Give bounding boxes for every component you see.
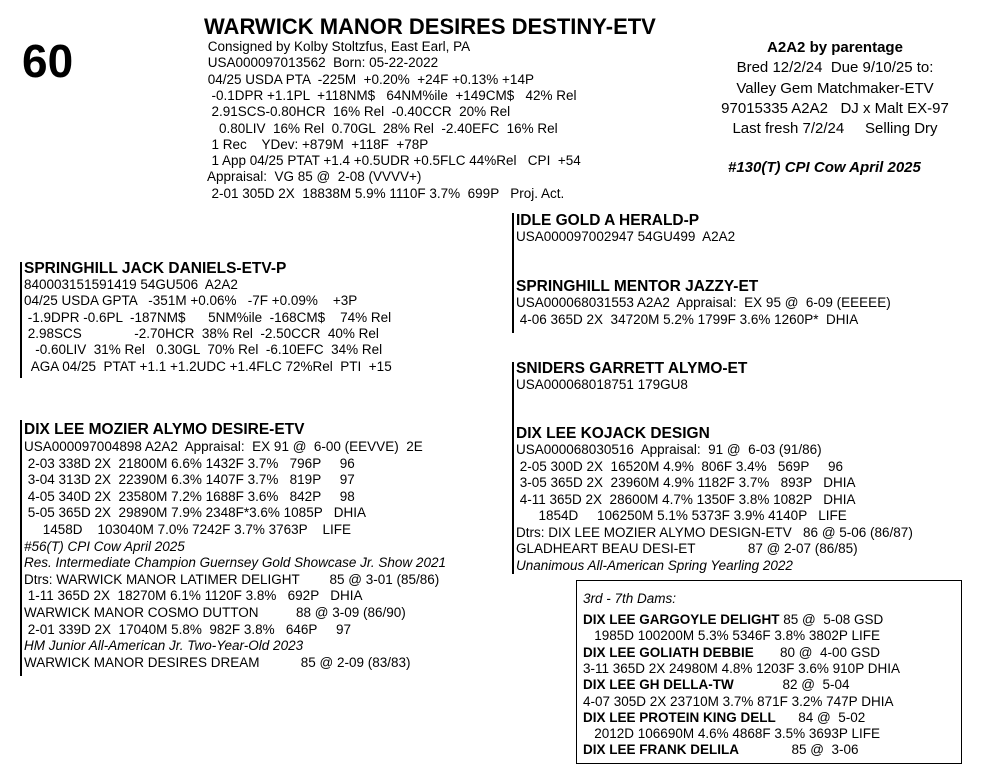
sire-dam-detail-line: 4-06 365D 2X 34720M 5.2% 1799F 3.6% 1260P* DHIA	[516, 311, 859, 327]
dam-detail-line: Dtrs: WARWICK MANOR LATIMER DELIGHT 85 @ 3-01 (85/86)	[24, 571, 440, 587]
animal-detail-line: 2-01 305D 2X 18838M 5.9% 1110F 3.7% 699P Proj. Act.	[204, 185, 565, 201]
dam-dam-detail-line: 4-11 365D 2X 28600M 4.7% 1350F 3.8% 1082P DHIA	[516, 491, 856, 507]
dam-detail-line: 2-01 339D 2X 17040M 5.8% 982F 3.8% 646P 97	[24, 621, 351, 637]
dam-detail-line: 3-04 313D 2X 22390M 6.3% 1407F 3.7% 819P 97	[24, 472, 355, 488]
dam-detail-line: Res. Intermediate Champion Guernsey Gold Showcase Jr. Show 2021	[24, 555, 446, 571]
dam-detail-line: 4-05 340D 2X 23580M 7.2% 1688F 3.6% 842P 98	[24, 488, 355, 504]
ancestor-name: DIX LEE GH DELLA-TW	[583, 677, 734, 693]
dam-dam-detail-line: 2-05 300D 2X 16520M 4.9% 806F 3.4% 569P 96	[516, 458, 843, 474]
animal-detail-line: 04/25 USDA PTA -225M +0.20% +24F +0.13% +14P	[204, 71, 534, 87]
breeding-line: Last fresh 7/2/24 Selling Dry	[732, 120, 938, 138]
ancestor-record: 2012D 106690M 4.6% 4868F 3.5% 3693P LIFE	[583, 726, 880, 742]
ancestor-record: 4-07 305D 2X 23710M 3.7% 871F 3.2% 747P DHIA	[583, 693, 894, 709]
lot-number: 60	[22, 35, 74, 87]
sire-detail-line: 04/25 USDA GPTA -351M +0.06% -7F +0.09% +3P	[24, 293, 358, 309]
ancestor-name: DIX LEE GOLIATH DEBBIE	[583, 644, 754, 660]
dam-dam-detail-line: 3-05 365D 2X 23960M 4.9% 1182F 3.7% 893P DHIA	[516, 475, 856, 490]
ancestor-name: DIX LEE FRANK DELILA	[583, 742, 740, 758]
ancestor-score: 82 @ 5-04	[733, 677, 850, 693]
dam-dam-detail-line: 1854D 106250M 5.1% 5373F 3.9% 4140P LIFE	[516, 508, 847, 523]
dam-dam-detail-line: GLADHEART BEAU DESI-ET 87 @ 2-07 (86/85)	[516, 541, 858, 556]
sire-parents-bracket-line	[512, 213, 514, 333]
ancestor-entry	[583, 645, 880, 661]
ancestor-entry	[583, 710, 865, 726]
dam-detail-line: HM Junior All-American Jr. Two-Year-Old 2023	[24, 638, 304, 654]
ancestor-record: 1985D 100200M 5.3% 5346F 3.8% 3802P LIFE	[583, 628, 880, 644]
animal-detail-line: USA000097013562 Born: 05-22-2022	[204, 55, 439, 71]
sire-detail-line: -1.9DPR -0.6PL -187NM$ 5NM%ile -168CM$ 74% Rel	[24, 309, 392, 325]
dam-detail-line: 2-03 338D 2X 21800M 6.6% 1432F 3.7% 796P 96	[24, 455, 355, 471]
sire-name: SPRINGHILL JACK DANIELS-ETV-P	[24, 260, 287, 277]
animal-name: WARWICK MANOR DESIRES DESTINY-ETV	[204, 14, 656, 39]
ancestor-score: 80 @ 4-00 GSD	[753, 644, 881, 660]
breeding-line: Bred 12/2/24 Due 9/10/25 to:	[736, 59, 934, 77]
dam-detail-line: 5-05 365D 2X 29890M 7.9% 2348F*3.6% 1085P DHIA	[24, 505, 366, 521]
dam-detail-line: 1-11 365D 2X 18270M 6.1% 1120F 3.8% 692P DHIA	[24, 588, 363, 604]
dam-detail-line: #56(T) CPI Cow April 2025	[24, 538, 185, 554]
breeding-line: A2A2 by parentage	[767, 39, 903, 56]
sire-detail-line: AGA 04/25 PTAT +1.1 +1.2UDC +1.4FLC 72%Rel PTI +15	[24, 358, 392, 374]
sire-sire-detail-line: USA000097002947 54GU499 A2A2	[516, 229, 736, 244]
animal-detail-line: 1 Rec YDev: +879M +118F +78P	[204, 136, 429, 152]
ancestor-record: 3-11 365D 2X 24980M 4.8% 1203F 3.6% 910P DHIA	[583, 660, 900, 676]
breeding-line: Valley Gem Matchmaker-ETV	[736, 79, 934, 97]
dam-detail-line: USA000097004898 A2A2 Appraisal: EX 91 @ 6-00 (EEVVE) 2E	[24, 439, 423, 454]
ancestor-score: 85 @ 3-06	[739, 742, 859, 758]
dam-dam-detail-line: Dtrs: DIX LEE MOZIER ALYMO DESIGN-ETV 86 @ 5-06 (86/87)	[516, 524, 913, 540]
dam-dam-name: DIX LEE KOJACK DESIGN	[516, 425, 710, 442]
ancestor-name: DIX LEE PROTEIN KING DELL	[583, 709, 776, 725]
ancestor-entry	[583, 742, 859, 758]
sire-detail-line: 840003151591419 54GU506 A2A2	[24, 277, 238, 292]
dam-detail-line: 1458D 103040M 7.0% 7242F 3.7% 3763P LIFE	[24, 522, 351, 537]
dam-dam-detail-line: Unanimous All-American Spring Yearling 2022	[516, 557, 793, 573]
animal-detail-line: Appraisal: VG 85 @ 2-08 (VVVV+)	[204, 169, 422, 185]
dam-detail-line: WARWICK MANOR DESIRES DREAM 85 @ 2-09 (83/83)	[24, 654, 411, 670]
ancestor-score: 85 @ 5-08 GSD	[779, 612, 884, 627]
ancestor-name: DIX LEE GARGOYLE DELIGHT	[583, 612, 780, 627]
dam-parents-bracket-line	[512, 362, 514, 574]
animal-detail-line: Consigned by Kolby Stoltzfus, East Earl, PA	[204, 39, 471, 54]
ancestor-entry	[583, 612, 883, 628]
dam-detail-line: WARWICK MANOR COSMO DUTTON 88 @ 3-09 (86/90)	[24, 605, 406, 620]
breeding-line: 97015335 A2A2 DJ x Malt EX-97	[721, 99, 949, 117]
dam-dam-detail-line: USA000068030516 Appraisal: 91 @ 6-03 (91/86)	[516, 442, 822, 457]
dam-sire-detail-line: USA000068018751 179GU8	[516, 377, 688, 392]
sire-dam-name: SPRINGHILL MENTOR JAZZY-ET	[516, 278, 759, 295]
sire-dam-detail-line: USA000068031553 A2A2 Appraisal: EX 95 @ 6-09 (EEEEE)	[516, 295, 891, 310]
sire-sire-name: IDLE GOLD A HERALD-P	[516, 212, 700, 229]
ancestors-heading: 3rd - 7th Dams:	[583, 591, 677, 606]
ancestor-score: 84 @ 5-02	[775, 709, 866, 725]
animal-detail-line: -0.1DPR +1.1PL +118NM$ 64NM%ile +149CM$ 42% Rel	[204, 87, 577, 103]
ancestors-box	[576, 580, 962, 764]
sire-detail-line: 2.98SCS -2.70HCR 38% Rel -2.50CCR 40% Rel	[24, 325, 379, 341]
animal-detail-line: 0.80LIV 16% Rel 0.70GL 28% Rel -2.40EFC 16% Rel	[204, 120, 558, 136]
dam-sire-name: SNIDERS GARRETT ALYMO-ET	[516, 360, 748, 377]
sire-bracket-line	[20, 262, 22, 378]
ancestor-entry	[583, 677, 850, 693]
animal-detail-line: 1 App 04/25 PTAT +1.4 +0.5UDR +0.5FLC 44%Rel CPI +54	[204, 153, 581, 169]
animal-detail-line: 2.91SCS-0.80HCR 16% Rel -0.40CCR 20% Rel	[204, 104, 511, 120]
sire-detail-line: -0.60LIV 31% Rel 0.30GL 70% Rel -6.10EFC 34% Rel	[24, 342, 383, 358]
dam-bracket-line	[20, 420, 22, 676]
dam-name: DIX LEE MOZIER ALYMO DESIRE-ETV	[24, 421, 305, 438]
cpi-award: #130(T) CPI Cow April 2025	[728, 159, 921, 176]
